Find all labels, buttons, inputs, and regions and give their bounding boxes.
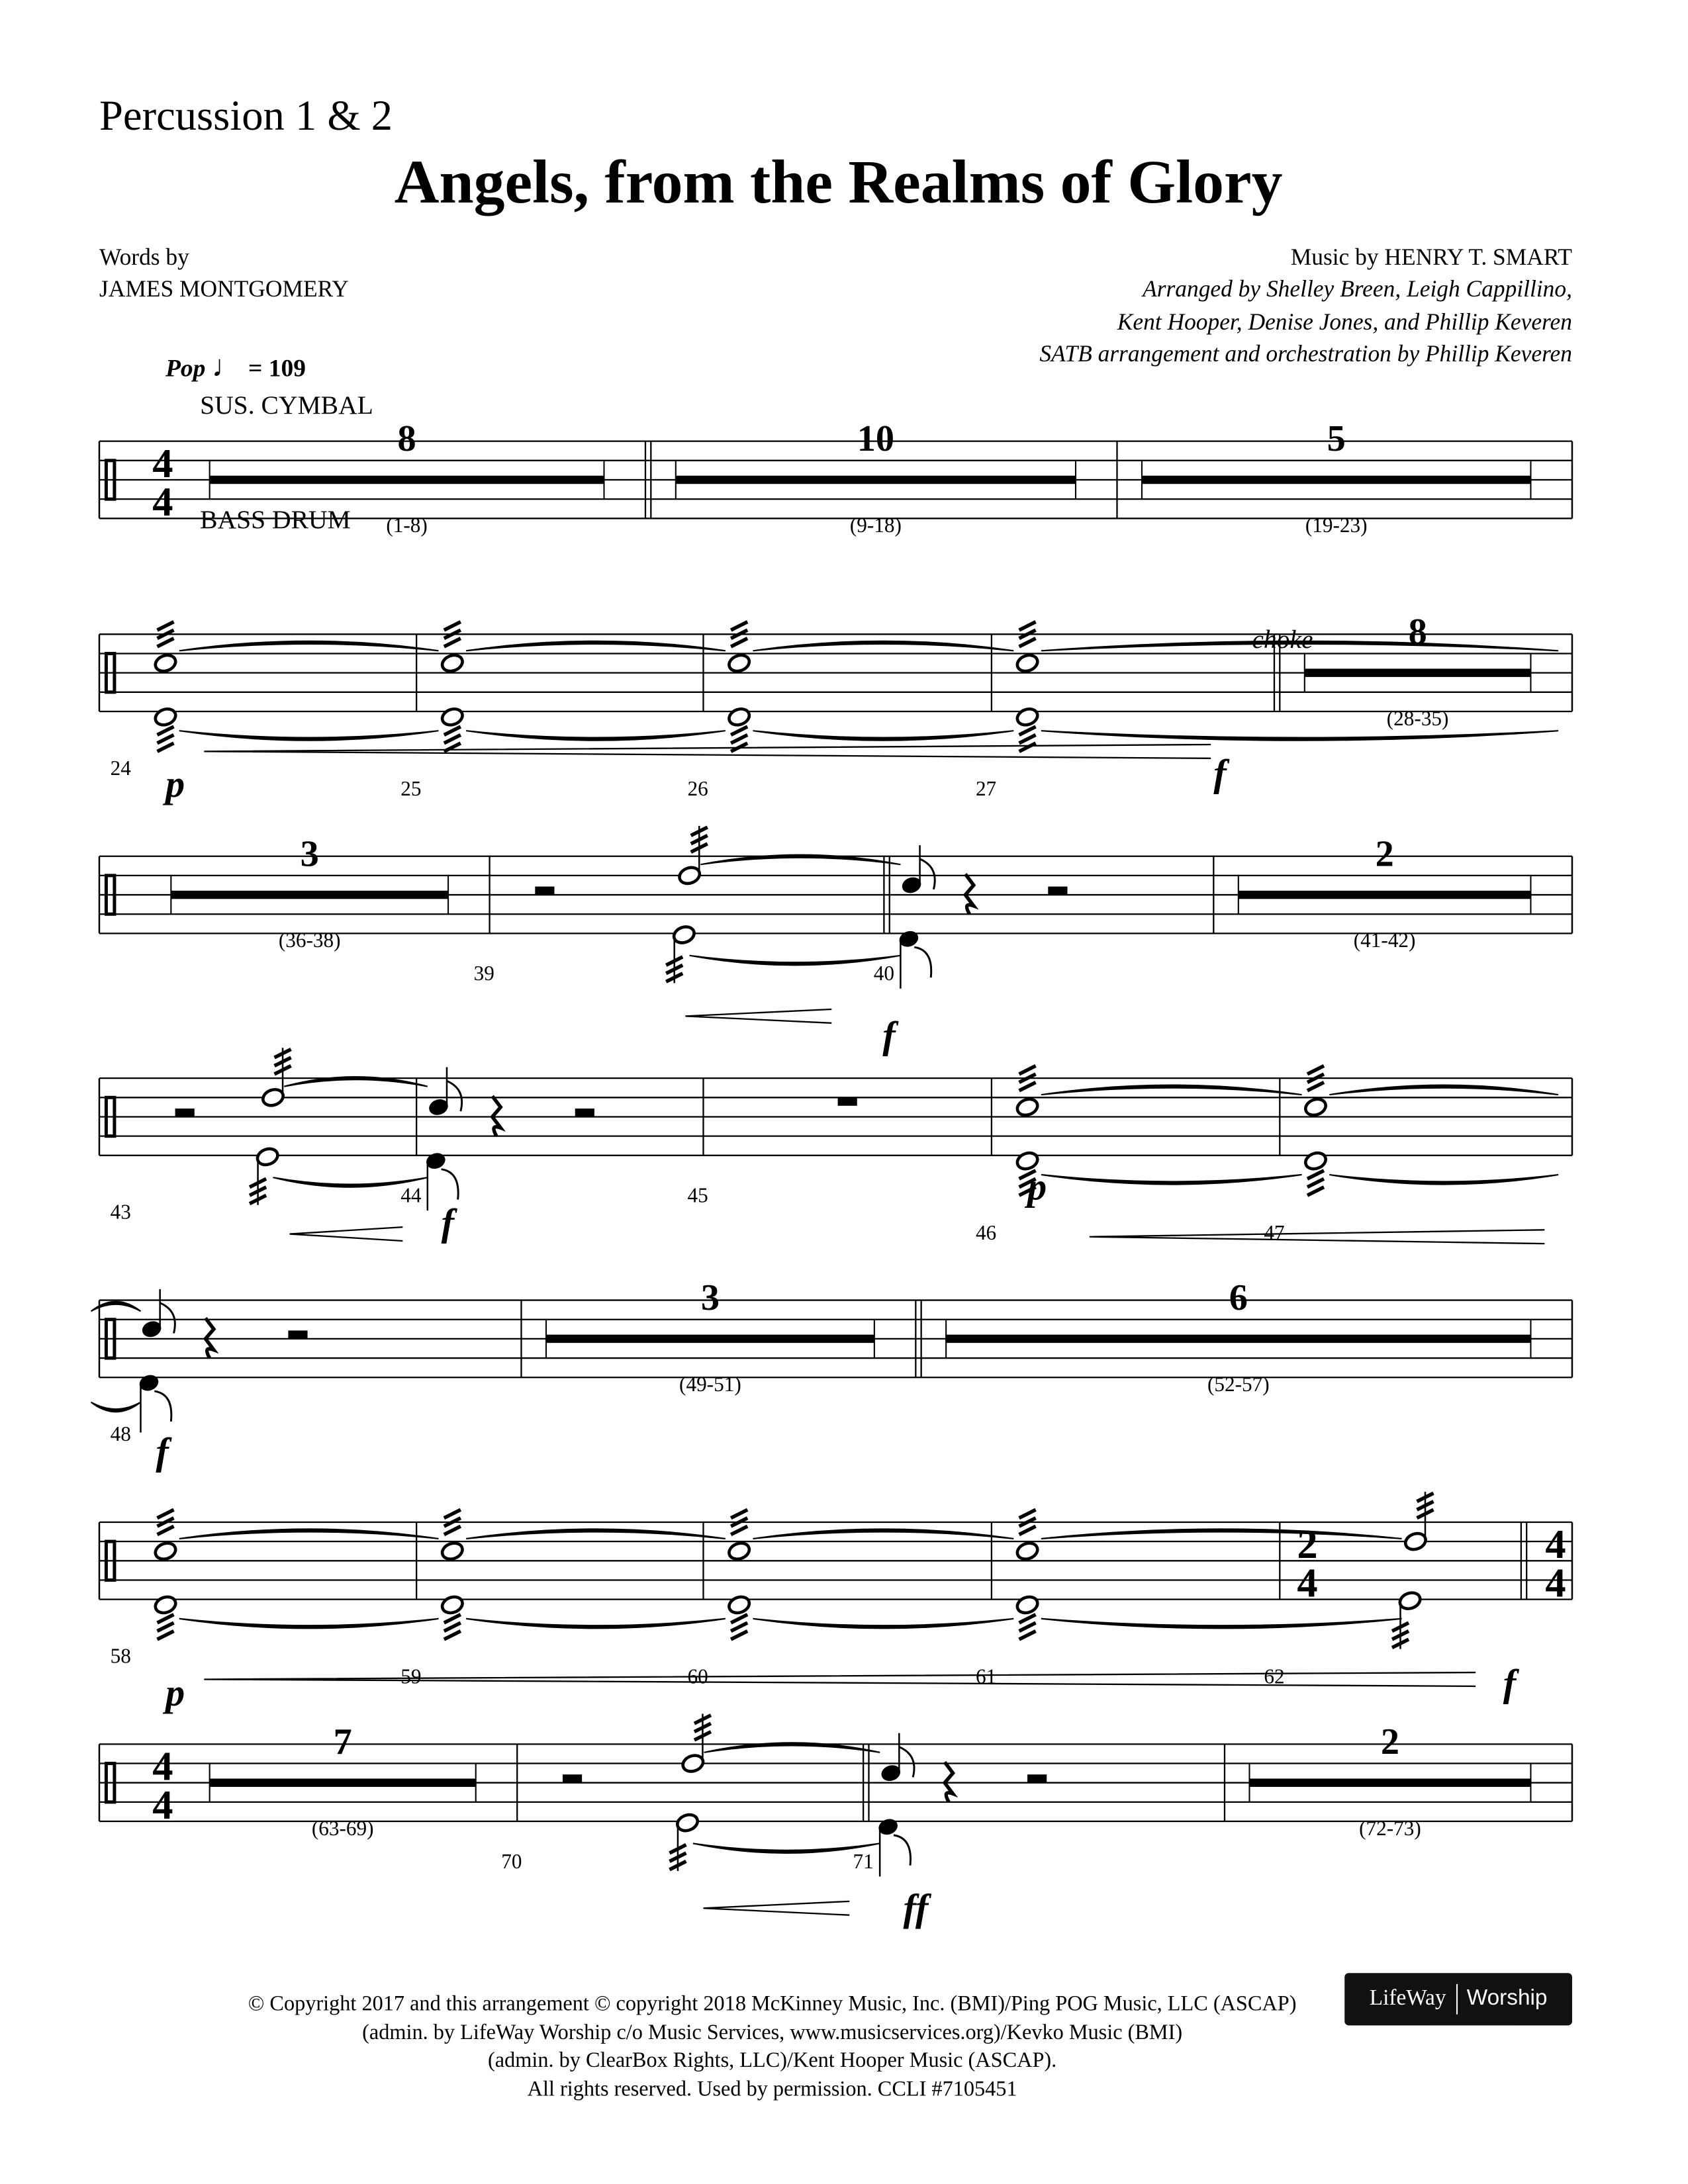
open-notehead bbox=[727, 706, 751, 727]
tempo-style: Pop bbox=[165, 354, 206, 383]
tremolo-slash bbox=[157, 1510, 173, 1518]
laissez-vibrer-tie bbox=[154, 1391, 171, 1422]
open-notehead bbox=[675, 1812, 700, 1833]
tie bbox=[1329, 1175, 1558, 1185]
tie bbox=[179, 641, 439, 651]
tremolo-slash bbox=[157, 1615, 173, 1623]
multi-measure-rest bbox=[171, 891, 448, 899]
part-name: Percussion 1 & 2 bbox=[99, 91, 393, 140]
open-notehead bbox=[1397, 1590, 1422, 1612]
tie bbox=[753, 641, 1013, 651]
time-signature-denominator: 4 bbox=[1297, 1559, 1318, 1606]
tie bbox=[1041, 1175, 1302, 1185]
open-notehead bbox=[261, 1087, 285, 1108]
tie bbox=[1041, 731, 1558, 741]
measure-number: 59 bbox=[400, 1664, 422, 1688]
open-notehead bbox=[153, 1594, 177, 1615]
arranger-line-1: Arranged by Shelley Breen, Leigh Cappillino, bbox=[1143, 275, 1572, 302]
arranger-line-2: Kent Hooper, Denise Jones, and Phillip Keveren bbox=[1117, 308, 1572, 336]
crescendo-hairpin bbox=[1090, 1230, 1544, 1244]
open-notehead bbox=[440, 653, 465, 674]
measure-number: 48 bbox=[110, 1422, 131, 1446]
tremolo-slash bbox=[157, 1526, 173, 1535]
half-rest-icon bbox=[175, 1109, 195, 1116]
open-notehead bbox=[1015, 1541, 1039, 1562]
arranger-line-3: SATB arrangement and orchestration by Phillip Keveren bbox=[1039, 340, 1572, 367]
multi-measure-rest bbox=[946, 1335, 1530, 1343]
laissez-vibrer-tie bbox=[442, 1169, 459, 1200]
dynamic-p: p bbox=[165, 762, 185, 806]
whole-rest-icon bbox=[838, 1097, 857, 1105]
tie bbox=[753, 731, 1013, 741]
tremolo-slash bbox=[444, 727, 461, 735]
rest-count: 2 bbox=[1380, 1721, 1400, 1762]
tie bbox=[1041, 1619, 1402, 1629]
words-label: Words by bbox=[99, 244, 189, 271]
logo-right: Worship bbox=[1466, 1987, 1548, 2011]
half-rest-icon bbox=[563, 1774, 582, 1782]
tremolo-slash bbox=[1019, 1082, 1036, 1090]
lyricist: JAMES MONTGOMERY bbox=[99, 275, 349, 302]
time-signature-denominator: 4 bbox=[152, 1781, 173, 1828]
tremolo-slash bbox=[1019, 1631, 1036, 1640]
tie bbox=[179, 1619, 439, 1629]
tempo-bpm: = 109 bbox=[248, 354, 306, 383]
multi-measure-rest bbox=[676, 476, 1076, 484]
tremolo-slash bbox=[1307, 1187, 1324, 1195]
measure-number: 58 bbox=[110, 1644, 131, 1668]
rest-count: 3 bbox=[300, 833, 319, 875]
song-title: Angels, from the Realms of Glory bbox=[394, 147, 1283, 217]
tremolo-slash bbox=[444, 1631, 461, 1640]
tremolo-slash bbox=[731, 1526, 747, 1535]
tremolo-slash bbox=[1019, 727, 1036, 735]
measure-number: 43 bbox=[110, 1200, 131, 1224]
open-notehead bbox=[256, 1146, 280, 1167]
crescendo-hairpin bbox=[204, 745, 1211, 758]
tremolo-slash bbox=[157, 727, 173, 735]
laissez-vibrer-tie bbox=[899, 1747, 914, 1778]
tremolo-slash bbox=[1307, 1082, 1324, 1090]
laissez-vibrer-tie bbox=[894, 1835, 911, 1866]
crescendo-hairpin bbox=[703, 1901, 849, 1915]
crescendo-hairpin bbox=[204, 1672, 1476, 1686]
dynamic-f: f bbox=[882, 1013, 896, 1057]
laissez-vibrer-tie bbox=[160, 1303, 175, 1334]
tremolo-slash bbox=[444, 1526, 461, 1535]
tremolo-slash bbox=[1019, 735, 1036, 743]
measure-number: 70 bbox=[501, 1849, 522, 1873]
tremolo-slash bbox=[157, 622, 173, 630]
open-notehead bbox=[440, 1541, 465, 1562]
time-signature-numerator: 4 bbox=[1545, 1521, 1566, 1568]
half-rest-icon bbox=[1048, 887, 1067, 895]
time-signature-numerator: 2 bbox=[1297, 1521, 1318, 1568]
tie bbox=[1041, 1085, 1302, 1095]
multi-measure-rest bbox=[1239, 891, 1531, 899]
time-signature-numerator: 4 bbox=[152, 1743, 173, 1790]
measure-number: 60 bbox=[687, 1664, 708, 1688]
rest-count: 3 bbox=[700, 1277, 720, 1319]
rest-count: 10 bbox=[857, 418, 895, 460]
open-notehead bbox=[727, 1594, 751, 1615]
rest-count: 2 bbox=[1375, 833, 1394, 875]
measure-number: 39 bbox=[473, 962, 494, 985]
half-rest-icon bbox=[535, 887, 554, 895]
tremolo-slash bbox=[1307, 1066, 1324, 1073]
logo-left: LifeWay bbox=[1369, 1987, 1446, 2011]
measure-number: 27 bbox=[975, 777, 997, 801]
tremolo-slash bbox=[731, 639, 747, 647]
tie bbox=[466, 1529, 726, 1539]
open-notehead bbox=[727, 1541, 751, 1562]
measure-number: 25 bbox=[400, 777, 422, 801]
measure-number: 71 bbox=[853, 1849, 874, 1873]
dynamic-p: p bbox=[1027, 1165, 1047, 1208]
tremolo-slash bbox=[731, 735, 747, 743]
tremolo-slash bbox=[157, 639, 173, 647]
open-notehead bbox=[1303, 1097, 1328, 1118]
measure-number: 46 bbox=[975, 1220, 997, 1244]
measure-range: (28-35) bbox=[1386, 706, 1449, 730]
tremolo-slash bbox=[1019, 743, 1036, 751]
composer: Music by HENRY T. SMART bbox=[1290, 244, 1572, 271]
multi-measure-rest bbox=[210, 1778, 476, 1787]
tremolo-slash bbox=[731, 1623, 747, 1631]
crescendo-hairpin bbox=[289, 1227, 402, 1241]
open-notehead bbox=[153, 1541, 177, 1562]
tie bbox=[179, 1529, 439, 1539]
open-notehead bbox=[1403, 1531, 1428, 1552]
measure-number: 45 bbox=[687, 1183, 708, 1207]
multi-measure-rest bbox=[1305, 668, 1531, 676]
multi-measure-rest bbox=[1249, 1778, 1530, 1787]
half-rest-icon bbox=[1027, 1774, 1047, 1782]
tremolo-slash bbox=[444, 1615, 461, 1623]
measure-range: (63-69) bbox=[311, 1816, 374, 1840]
tie bbox=[466, 641, 726, 651]
measure-number: 47 bbox=[1264, 1220, 1285, 1244]
measure-range: (52-57) bbox=[1207, 1373, 1270, 1396]
copyright-notice bbox=[0, 1991, 1544, 2104]
tremolo-slash bbox=[157, 1631, 173, 1640]
measure-number: 62 bbox=[1264, 1664, 1285, 1688]
measure-range: (36-38) bbox=[278, 929, 341, 952]
tremolo-slash bbox=[157, 735, 173, 743]
rest-count: 8 bbox=[1408, 611, 1427, 653]
open-notehead bbox=[440, 706, 465, 727]
tremolo-slash bbox=[731, 622, 747, 630]
time-signature-numerator: 4 bbox=[152, 439, 173, 486]
tremolo-slash bbox=[731, 1615, 747, 1623]
measure-number: 26 bbox=[687, 777, 708, 801]
tremolo-slash bbox=[1019, 639, 1036, 647]
dynamic-f: f bbox=[156, 1430, 169, 1473]
rest-count: 7 bbox=[333, 1721, 352, 1762]
instrument-top: SUS. CYMBAL bbox=[200, 391, 373, 421]
dynamic-p: p bbox=[165, 1671, 185, 1715]
laissez-vibrer-tie bbox=[920, 859, 935, 889]
tremolo-slash bbox=[1019, 622, 1036, 630]
measure-number: 44 bbox=[400, 1183, 422, 1207]
tremolo-slash bbox=[1019, 1066, 1036, 1073]
tie bbox=[91, 1302, 140, 1312]
open-notehead bbox=[153, 653, 177, 674]
copyright-line: © Copyright 2017 and this arrangement © copyright 2018 McKinney Music, Inc. (BMI)/Ping POG Music, LLC (ASCAP) bbox=[248, 1992, 1297, 2016]
tie bbox=[693, 1843, 880, 1853]
half-rest-icon bbox=[288, 1330, 307, 1338]
tremolo-slash bbox=[444, 622, 461, 630]
rest-count: 5 bbox=[1327, 418, 1346, 460]
dynamic-f: f bbox=[1503, 1661, 1517, 1705]
expression-choke: choke bbox=[1252, 625, 1313, 655]
multi-measure-rest bbox=[546, 1335, 874, 1343]
dynamic-f: f bbox=[1213, 751, 1227, 795]
measure-range: (1-8) bbox=[386, 514, 428, 537]
copyright-line: (admin. by ClearBox Rights, LLC)/Kent Hooper Music (ASCAP). bbox=[487, 2048, 1057, 2073]
half-rest-icon bbox=[575, 1109, 594, 1116]
open-notehead bbox=[680, 1752, 705, 1774]
logo-divider bbox=[1456, 1984, 1457, 2015]
tremolo-slash bbox=[731, 1631, 747, 1640]
tremolo-slash bbox=[444, 1510, 461, 1518]
tremolo-slash bbox=[1019, 1615, 1036, 1623]
measure-range: (41-42) bbox=[1353, 929, 1416, 952]
tie bbox=[1041, 1529, 1402, 1539]
open-notehead bbox=[1303, 1150, 1328, 1171]
quarter-note-icon: ♩ bbox=[211, 349, 242, 384]
tie bbox=[753, 1619, 1013, 1629]
tremolo-slash bbox=[1019, 1623, 1036, 1631]
laissez-vibrer-tie bbox=[447, 1081, 462, 1111]
laissez-vibrer-tie bbox=[914, 947, 931, 978]
open-notehead bbox=[1015, 706, 1039, 727]
tremolo-slash bbox=[444, 735, 461, 743]
tie bbox=[690, 956, 901, 966]
tremolo-slash bbox=[731, 727, 747, 735]
measure-number: 24 bbox=[110, 756, 131, 780]
open-notehead bbox=[727, 653, 751, 674]
tremolo-slash bbox=[444, 1623, 461, 1631]
rest-count: 8 bbox=[397, 418, 416, 460]
tremolo-slash bbox=[1019, 1510, 1036, 1518]
dynamic-ff: ff bbox=[903, 1886, 929, 1930]
measure-range: (9-18) bbox=[849, 514, 902, 537]
open-notehead bbox=[1015, 1594, 1039, 1615]
tie bbox=[179, 731, 439, 741]
open-notehead bbox=[677, 865, 702, 886]
time-signature-denominator: 4 bbox=[152, 478, 173, 525]
tremolo-slash bbox=[157, 1623, 173, 1631]
open-notehead bbox=[440, 1594, 465, 1615]
time-signature-denominator: 4 bbox=[1545, 1559, 1566, 1606]
measure-range: (49-51) bbox=[679, 1373, 741, 1396]
tie bbox=[466, 1619, 726, 1629]
tremolo-slash bbox=[1307, 1171, 1324, 1179]
rest-count: 6 bbox=[1229, 1277, 1248, 1319]
multi-measure-rest bbox=[1142, 476, 1530, 484]
open-notehead bbox=[1015, 653, 1039, 674]
instrument-bottom: BASS DRUM bbox=[200, 506, 351, 535]
open-notehead bbox=[153, 706, 177, 727]
measure-number: 61 bbox=[975, 1664, 997, 1688]
crescendo-hairpin bbox=[685, 1009, 831, 1023]
tie bbox=[753, 1529, 1013, 1539]
multi-measure-rest bbox=[210, 476, 604, 484]
tremolo-slash bbox=[157, 743, 173, 751]
measure-range: (72-73) bbox=[1359, 1816, 1421, 1840]
tremolo-slash bbox=[731, 1510, 747, 1518]
tie bbox=[1329, 1085, 1558, 1095]
lifeway-worship-logo bbox=[1344, 1973, 1572, 2025]
tremolo-slash bbox=[1307, 1179, 1324, 1187]
dynamic-f: f bbox=[441, 1201, 455, 1244]
measure-number: 40 bbox=[873, 962, 895, 985]
copyright-line: (admin. by LifeWay Worship c/o Music Services, www.musicservices.org)/Kevko Music (BMI) bbox=[362, 2021, 1183, 2044]
open-notehead bbox=[672, 924, 696, 945]
copyright-line: All rights reserved. Used by permission. CCLI #7105451 bbox=[527, 2077, 1017, 2101]
tie bbox=[466, 731, 726, 741]
tie bbox=[91, 1402, 140, 1412]
measure-range: (19-23) bbox=[1305, 514, 1368, 537]
tremolo-slash bbox=[1019, 1526, 1036, 1535]
tremolo-slash bbox=[444, 639, 461, 647]
open-notehead bbox=[1015, 1097, 1039, 1118]
